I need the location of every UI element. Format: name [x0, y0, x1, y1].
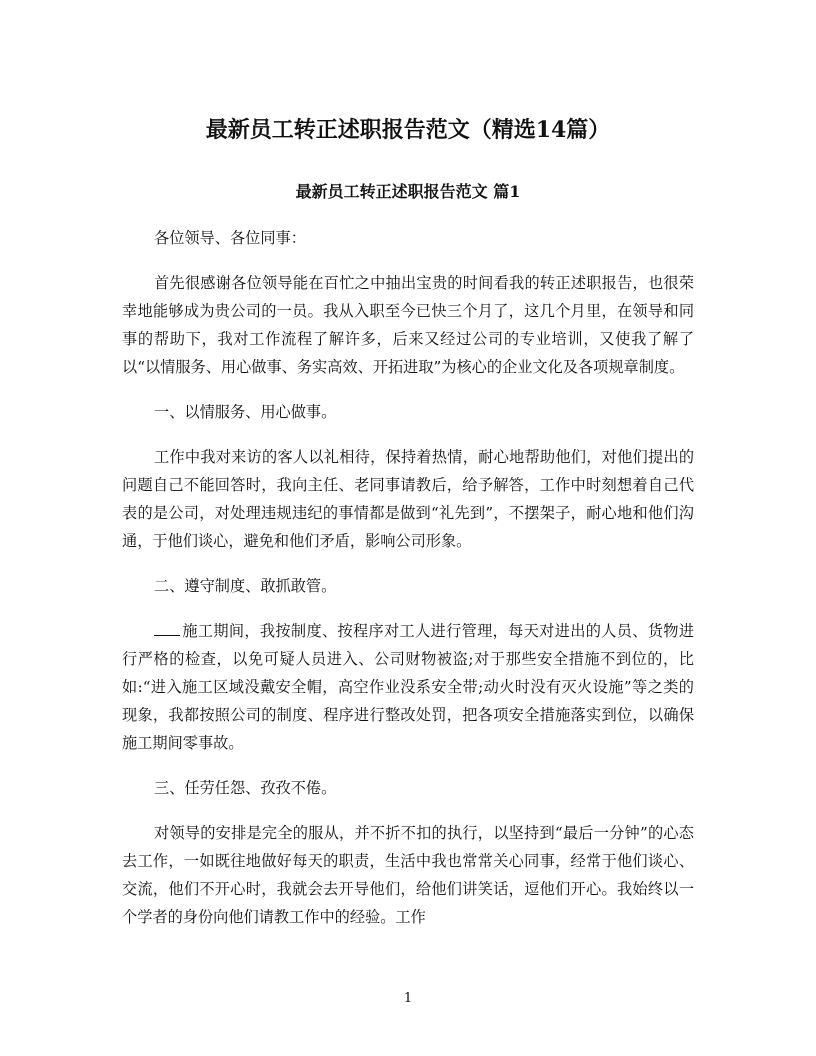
section-heading: 最新员工转正述职报告范文 篇1: [295, 182, 521, 201]
section-one-heading: 一、以情服务、用心做事。: [154, 403, 337, 421]
section-two-paragraph: [122, 617, 694, 757]
page-number: 1: [403, 991, 413, 1006]
document-body: [122, 224, 694, 948]
intro-paragraph: 首先很感谢各位领导能在百忙之中抽出宝贵的时间看我的转正述职报告，也很荣幸地能够成为贵公司的一员。我从入职至今已快三个月了，这几个月里，在领导和同事的帮助下，我对工作流程了解许多，后来又经过公司的专业培训，又使我了解了以“以情服务、用心做事、务实高效、开拓进取”为核心的企业文化及各项规章制度。: [122, 274, 694, 376]
section-three-paragraph: 对领导的安排是完全的服从，并不折不扣的执行，以坚持到“最后一分钟”的心态去工作，一如既往地做好每天的职责，生活中我也常常关心同事，经常于他们谈心、交流，他们不开心时，我就会去开导他们，给他们讲笑话，逗他们开心。我始终以一个学者的身份向他们请教工作中的经验。工作: [122, 824, 694, 926]
section-one-paragraph: 工作中我对来访的客人以礼相待，保持着热情，耐心地帮助他们，对他们提出的问题自己不能回答时，我向主任、老同事请教后，给予解答，工作中时刻想着自己代表的是公司，对处理违规违纪的事情都是做到“礼先到”，不摆架子，耐心地和他们沟通，于他们谈心，避免和他们矛盾，影响公司形象。: [122, 448, 694, 550]
blank-underline: [154, 620, 180, 636]
section-two-text: 施工期间，我按制度、按程序对工人进行管理，每天对进出的人员、货物进行严格的检查，以免可疑人员进入、公司财物被盗;对于那些安全措施不到位的，比如:“进入施工区域没戴安全帽，高空作业没系安全带;动火时没有灭火设施”等之类的现象，我都按照公司的制度、程序进行整改处罚，把各项安全措施落实到位，以确保施工期间零事故。: [122, 622, 694, 752]
section-three-heading: 三、任劳任怨、孜孜不倦。: [154, 779, 337, 797]
salutation: 各位领导、各位同事：: [154, 229, 306, 247]
section-two-heading: 二、遵守制度、敢抓敢管。: [154, 577, 337, 595]
document-title: 最新员工转正述职报告范文（精选14篇）: [205, 117, 611, 143]
